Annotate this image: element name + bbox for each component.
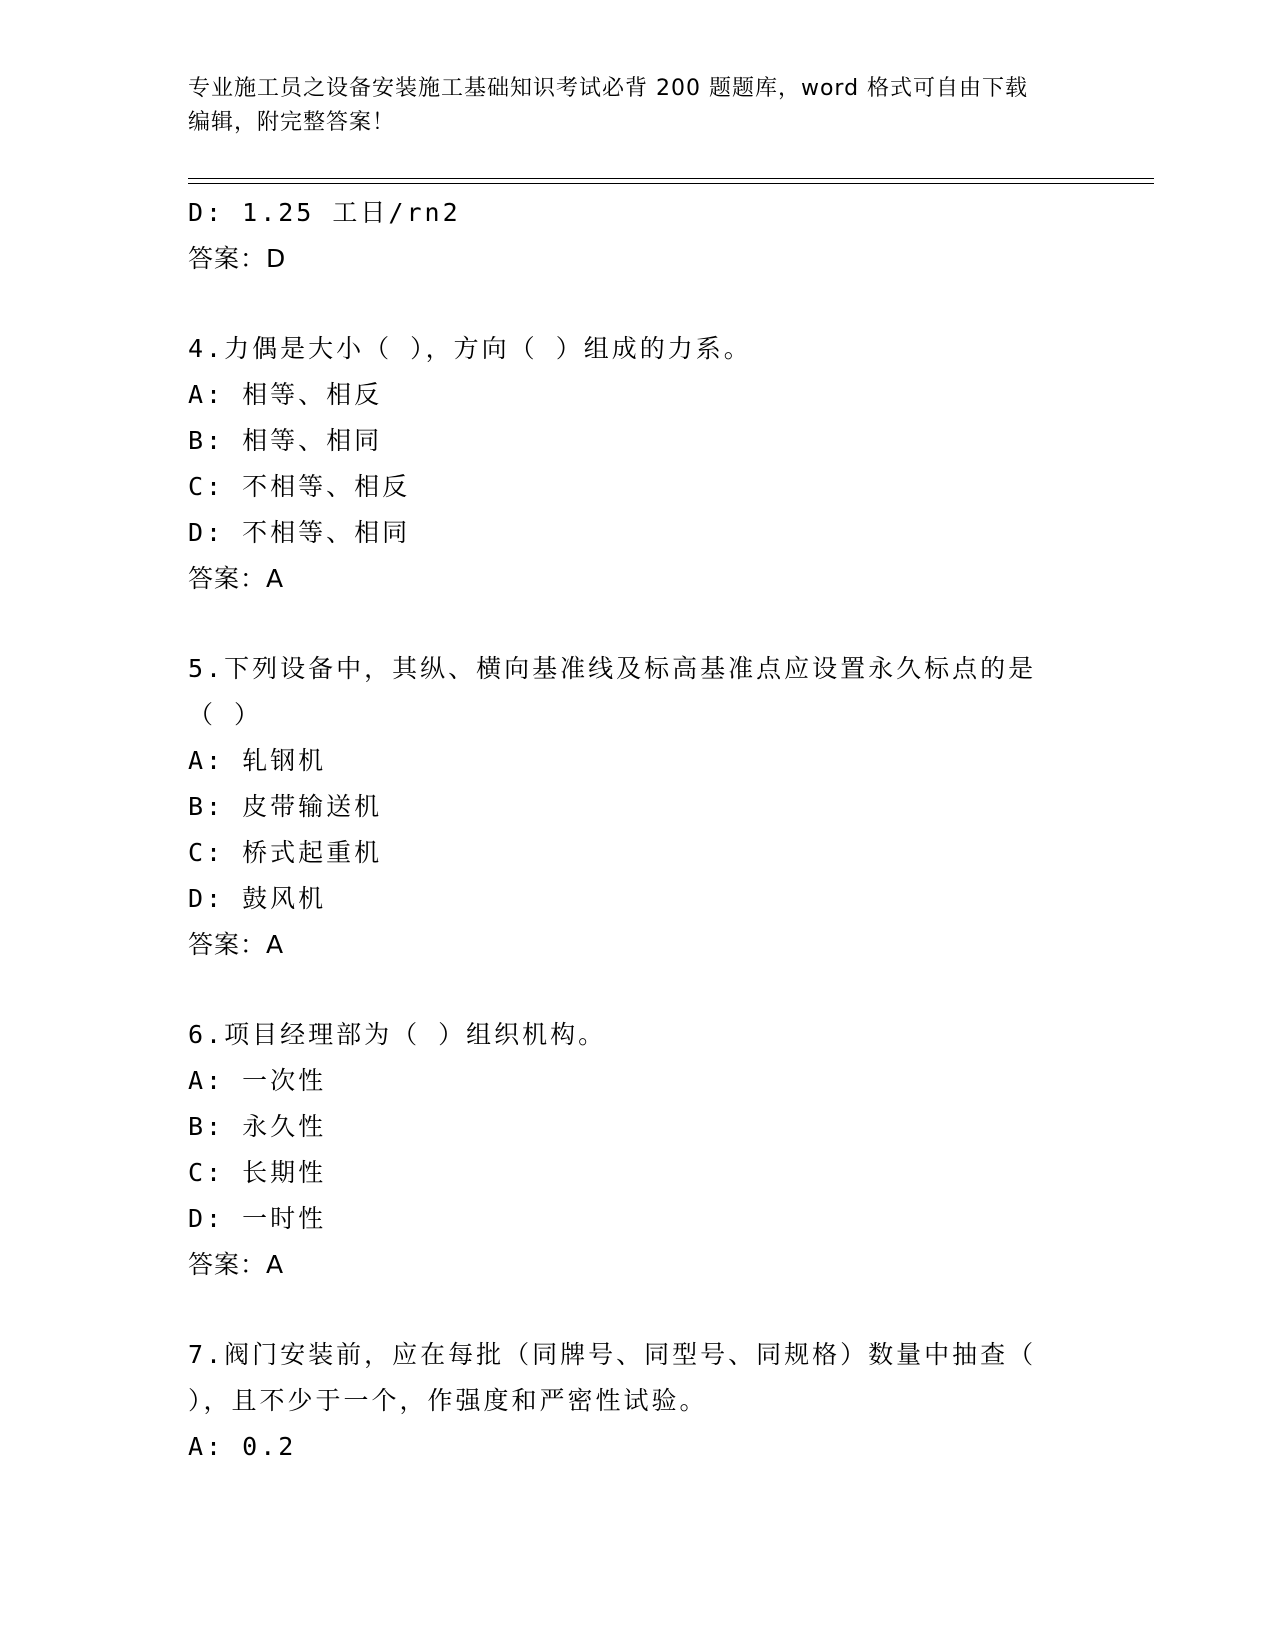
q6-option-a: A: 一次性 — [188, 1066, 327, 1095]
document-header — [188, 72, 1088, 140]
spacer — [188, 602, 1088, 646]
q3-option-d: D: 1.25 工日/rn2 — [188, 198, 461, 227]
question-list — [188, 190, 1088, 1470]
q6-option-c: C: 长期性 — [188, 1158, 327, 1187]
header-divider-bottom — [188, 183, 1154, 184]
q6-question: 6.项目经理部为（ ）组织机构。 — [188, 1020, 607, 1049]
q7-question-line-2: ），且不少于一个，作强度和严密性试验。 — [188, 1386, 708, 1415]
q3-answer: 答案：D — [188, 244, 287, 273]
q5-option-c: C: 桥式起重机 — [188, 838, 383, 867]
q4-option-a: A: 相等、相反 — [188, 380, 383, 409]
q4-answer: 答案：A — [188, 564, 285, 593]
q7-option-a: A: 0.2 — [188, 1432, 297, 1461]
q5-option-b: B: 皮带输送机 — [188, 792, 383, 821]
q5-option-d: D: 鼓风机 — [188, 884, 327, 913]
spacer — [188, 968, 1088, 1012]
q4-option-c: C: 不相等、相反 — [188, 472, 411, 501]
header-divider-top — [188, 178, 1154, 179]
q4-option-b: B: 相等、相同 — [188, 426, 383, 455]
q7-question-line-1: 7.阀门安装前，应在每批（同牌号、同型号、同规格）数量中抽查（ — [188, 1340, 1037, 1369]
q6-option-b: B: 永久性 — [188, 1112, 327, 1141]
q4-option-d: D: 不相等、相同 — [188, 518, 411, 547]
q5-question-line-1: 5.下列设备中，其纵、横向基准线及标高基准点应设置永久标点的是 — [188, 654, 1037, 683]
header-line-2: 编辑，附完整答案！ — [188, 110, 396, 135]
spacer — [188, 1288, 1088, 1332]
q6-answer: 答案：A — [188, 1250, 285, 1279]
header-line-1: 专业施工员之设备安装施工基础知识考试必背 200 题题库，word 格式可自由下载 — [188, 76, 1029, 101]
q6-option-d: D: 一时性 — [188, 1204, 327, 1233]
spacer — [188, 282, 1088, 326]
q5-option-a: A: 轧钢机 — [188, 746, 327, 775]
q5-answer: 答案：A — [188, 930, 285, 959]
q5-question-line-2: （ ） — [188, 700, 263, 729]
q4-question: 4.力偶是大小（ ），方向（ ）组成的力系。 — [188, 334, 752, 363]
